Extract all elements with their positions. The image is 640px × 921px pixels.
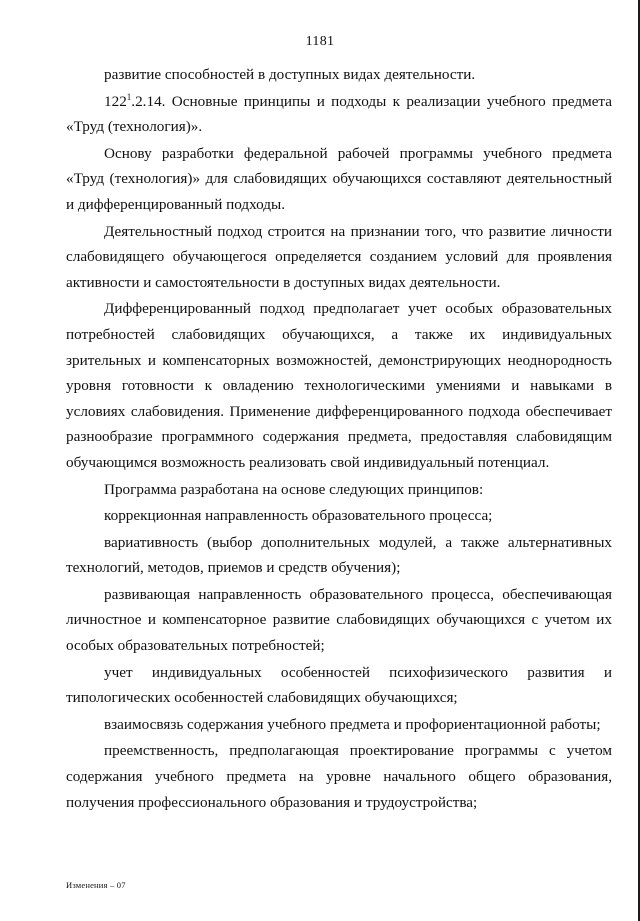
page-number: 1181 [305,34,335,49]
document-body [66,62,612,815]
section-number-superscript: 1 [126,91,132,102]
principle-career-guidance: взаимосвязь содержания учебного предмета и профориентационной работы; [104,715,601,733]
section-number-rest: .2.14. [131,92,166,110]
footer-revision-note: Изменения – 07 [66,880,126,890]
principle-variability: вариативность (выбор дополнительных модулей, а также альтернативных технологий, методов, приемов и средств обучения); [66,533,612,577]
section-number-main: 122 [104,92,127,110]
principle-continuity: преемственность, предполагающая проектирование программы с учетом содержания учебного предмета на уровне начального общего образования, получения профессионального образования и трудоустройства; [66,742,612,811]
principle-developmental: развивающая направленность образовательного процесса, обеспечивающая личностное и компенсаторное развитие слабовидящих обучающихся с учетом их особых образовательных потребностей; [66,585,612,655]
paragraph-activity-approach: Деятельностный подход строится на признании того, что развитие личности слабовидящего обучающегося определяется созданием условий для проявления активности и самостоятельности в доступных видах деятельности. [66,222,612,291]
section-heading [66,89,612,140]
paragraph-basis: Основу разработки федеральной рабочей программы учебного предмета «Труд (технология)» для слабовидящих обучающихся составляют деятельностный и дифференцированный подходы. [66,144,612,213]
paragraph-principles-intro: Программа разработана на основе следующих принципов: [104,480,484,498]
section-title: Основные принципы и подходы к реализации учебного предмета «Труд (технология)». [66,92,612,136]
principle-individual-features: учет индивидуальных особенностей психофизического развития и типологических особенностей слабовидящих обучающихся; [66,663,612,707]
principle-correctional: коррекционная направленность образовательного процесса; [104,507,493,525]
paragraph-continuation: развитие способностей в доступных видах деятельности. [104,66,476,83]
paragraph-differentiated-approach: Дифференцированный подход предполагает учет особых образовательных потребностей слабовидящих обучающихся, а также их индивидуальных зрительных и компенсаторных возможностей, демонстрирующих неоднородность уровня готовности к овладению технологическими умениями и навыками в условиях слабовидения. Применение дифференцированного подхода обеспечивает разнообразие программного содержания предмета, предоставляя слабовидящим обучающимся возможность реализовать свой индивидуальный потенциал. [66,300,612,471]
